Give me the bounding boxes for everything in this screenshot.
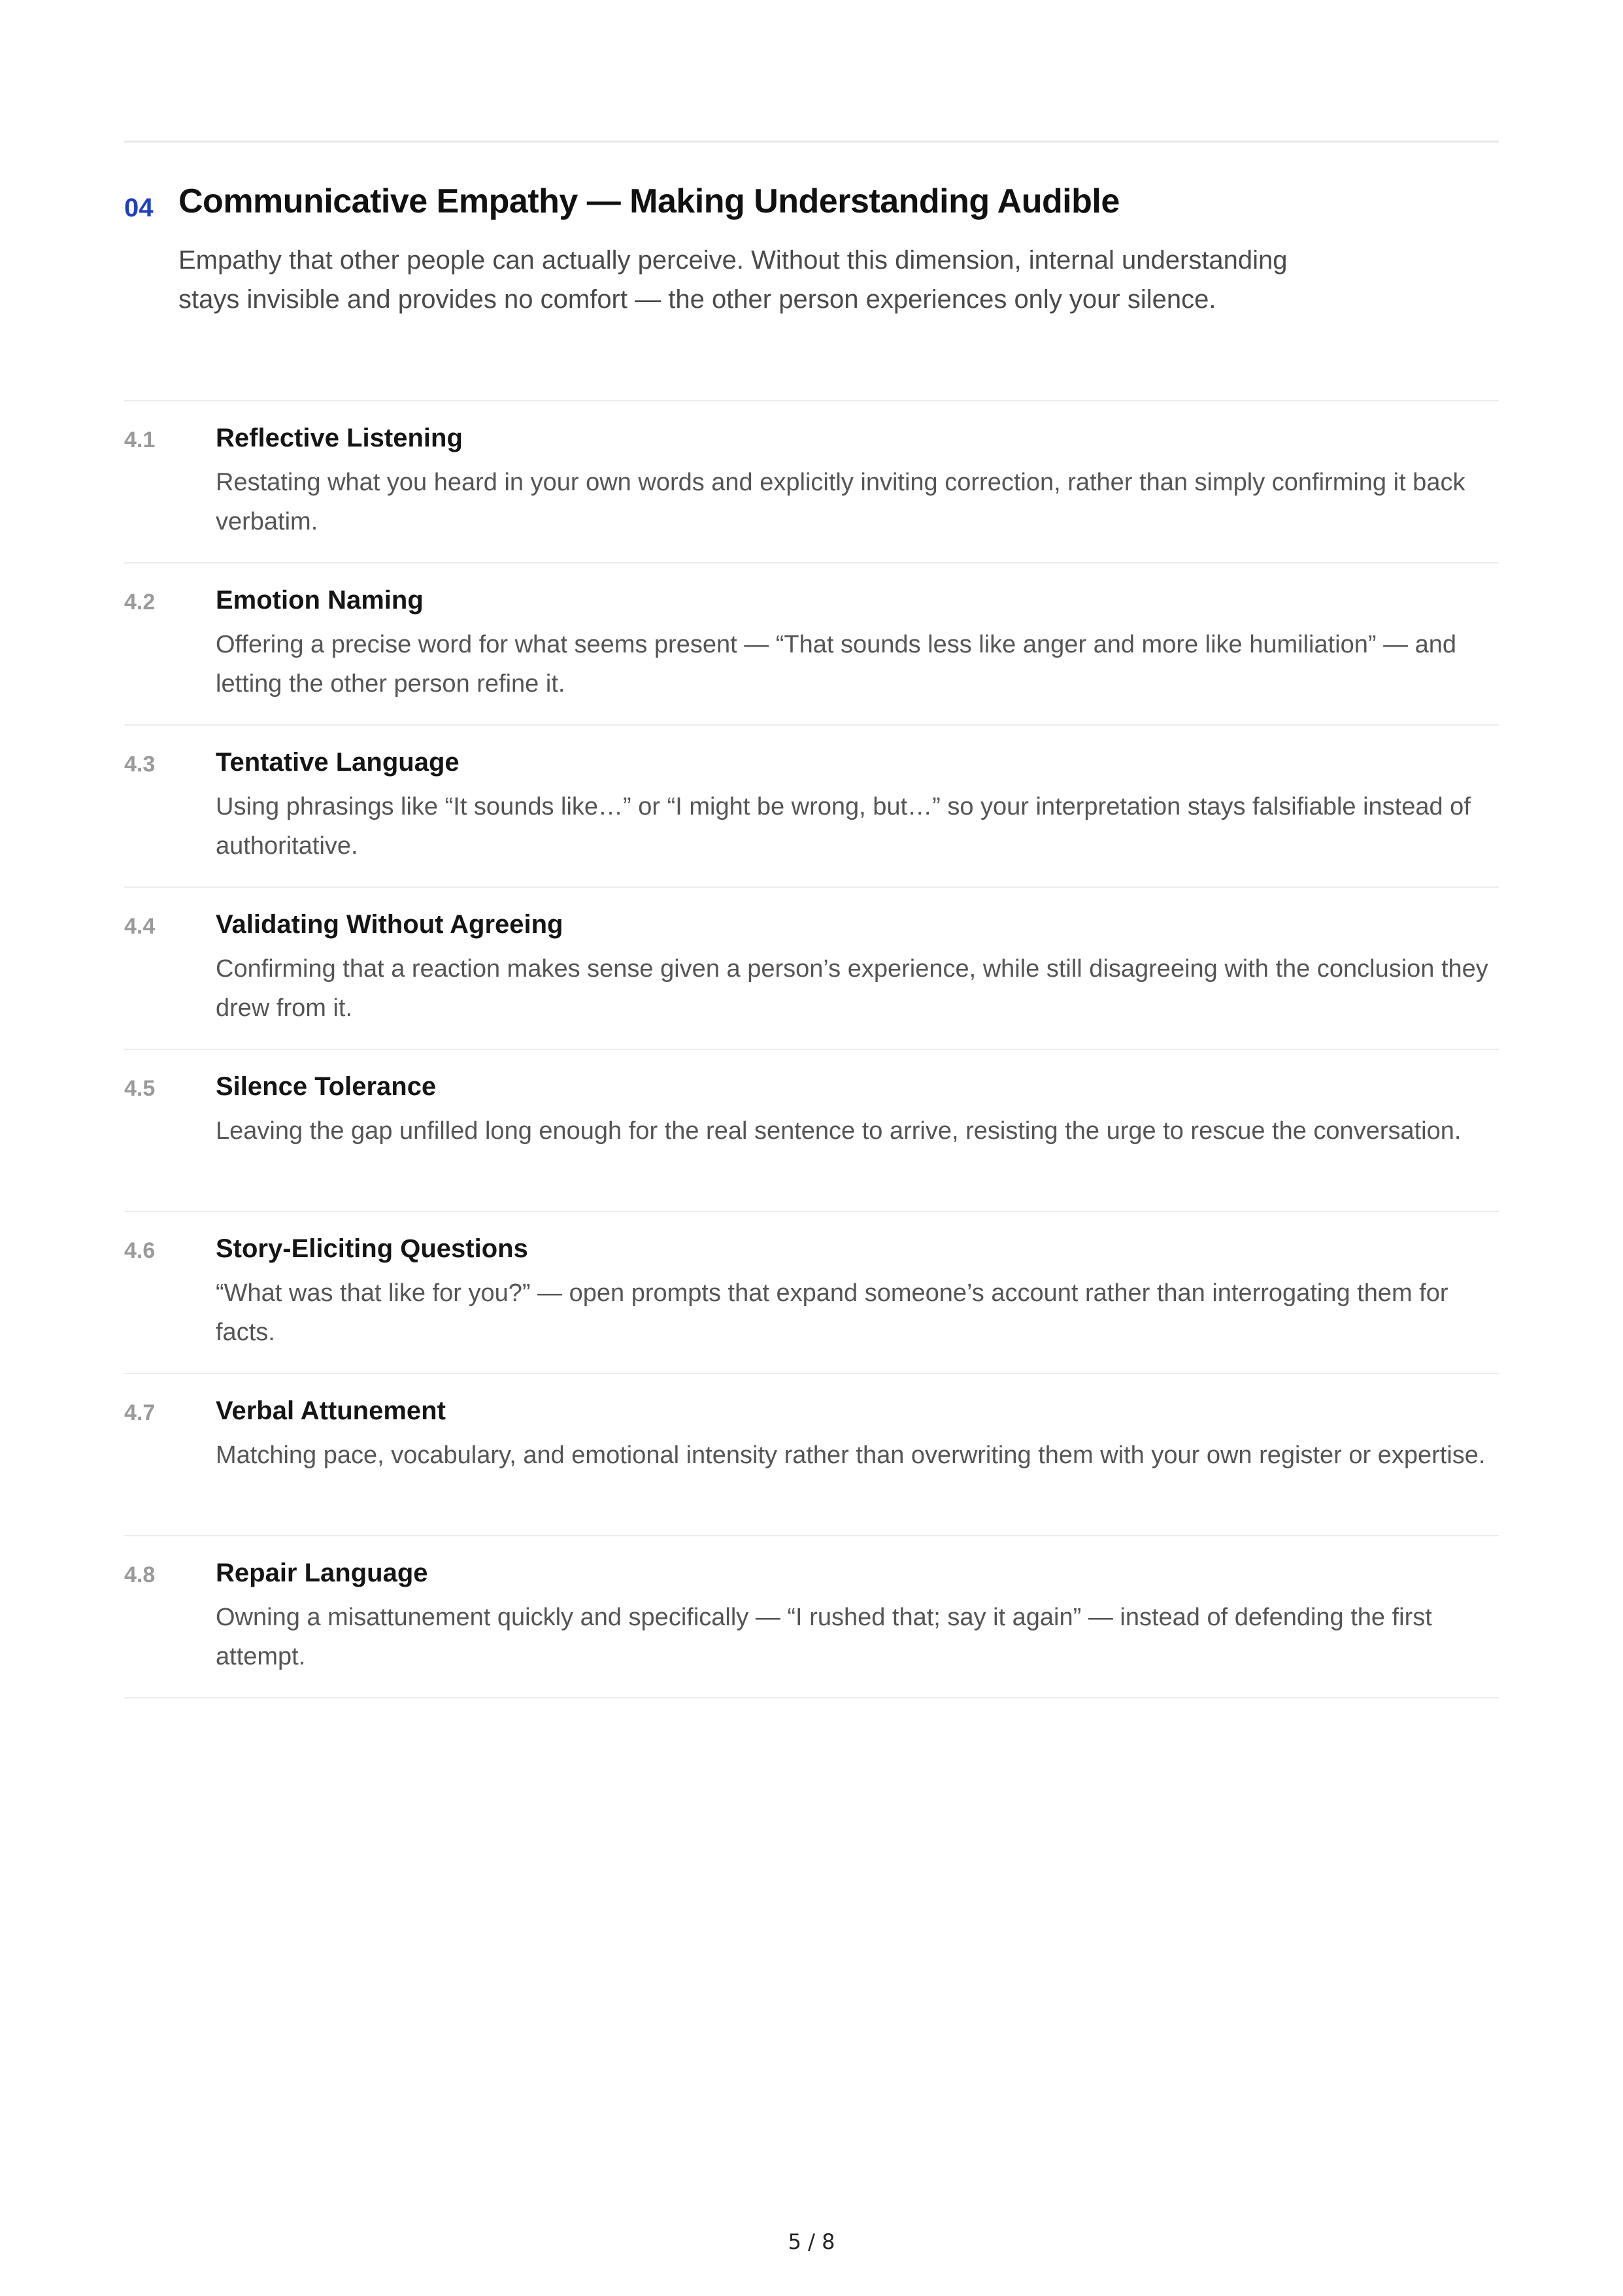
item-title: Reflective Listening — [216, 424, 463, 452]
item-title: Repair Language — [216, 1559, 428, 1587]
item-number: 4.3 — [124, 752, 156, 777]
item-description: Restating what you heard in your own words and explicitly inviting correction, rather than simply confirming it back verbatim. — [216, 469, 1465, 535]
item-number: 4.6 — [124, 1238, 156, 1263]
list-item — [124, 888, 1499, 1050]
list-item — [124, 401, 1499, 564]
item-title: Verbal Attunement — [216, 1396, 446, 1425]
page-number: 5 / 8 — [788, 2229, 835, 2254]
item-number: 4.7 — [124, 1400, 156, 1425]
list-item — [124, 1212, 1499, 1374]
list-item — [124, 1050, 1499, 1212]
item-title: Emotion Naming — [216, 586, 424, 615]
item-title: Silence Tolerance — [216, 1072, 437, 1101]
section-title: Communicative Empathy — Making Understanding Audible — [178, 182, 1120, 220]
item-list — [124, 401, 1499, 1698]
item-number: 4.8 — [124, 1562, 156, 1587]
item-description: Using phrasings like “It sounds like…” or “I might be wrong, but…” so your interpretation stays falsifiable instead of authoritative. — [216, 793, 1471, 860]
item-title: Validating Without Agreeing — [216, 910, 563, 939]
top-divider — [124, 141, 1499, 143]
list-item — [124, 1374, 1499, 1536]
item-description: Confirming that a reaction makes sense given a person’s experience, while still disagreeing with the conclusion they drew from it. — [216, 955, 1488, 1022]
list-item — [124, 726, 1499, 888]
item-title: Tentative Language — [216, 748, 460, 777]
item-description: Matching pace, vocabulary, and emotional intensity rather than overwriting them with your own register or expertise. — [216, 1442, 1486, 1469]
section-description: Empathy that other people can actually perceive. Without this dimension, internal understanding stays invisible and provides no comfort — the other person experiences only your silence. — [178, 246, 1288, 314]
item-title: Story-Eliciting Questions — [216, 1234, 528, 1263]
item-description: Leaving the gap unfilled long enough for the real sentence to arrive, resisting the urge to rescue the conversation. — [216, 1117, 1462, 1145]
item-number: 4.2 — [124, 590, 156, 615]
item-description: Owning a misattunement quickly and specifically — “I rushed that; say it again” — instead of defending the first attempt. — [216, 1604, 1432, 1670]
item-description: “What was that like for you?” — open prompts that expand someone’s account rather than interrogating them for facts. — [216, 1279, 1448, 1346]
item-description: Offering a precise word for what seems present — “That sounds less like anger and more like humiliation” — and letting the other person refine it. — [216, 631, 1457, 698]
list-item — [124, 1536, 1499, 1698]
item-number: 4.4 — [124, 914, 156, 939]
list-item — [124, 564, 1499, 726]
item-number: 4.5 — [124, 1076, 156, 1101]
item-number: 4.1 — [124, 428, 156, 452]
section-number: 04 — [124, 194, 154, 222]
